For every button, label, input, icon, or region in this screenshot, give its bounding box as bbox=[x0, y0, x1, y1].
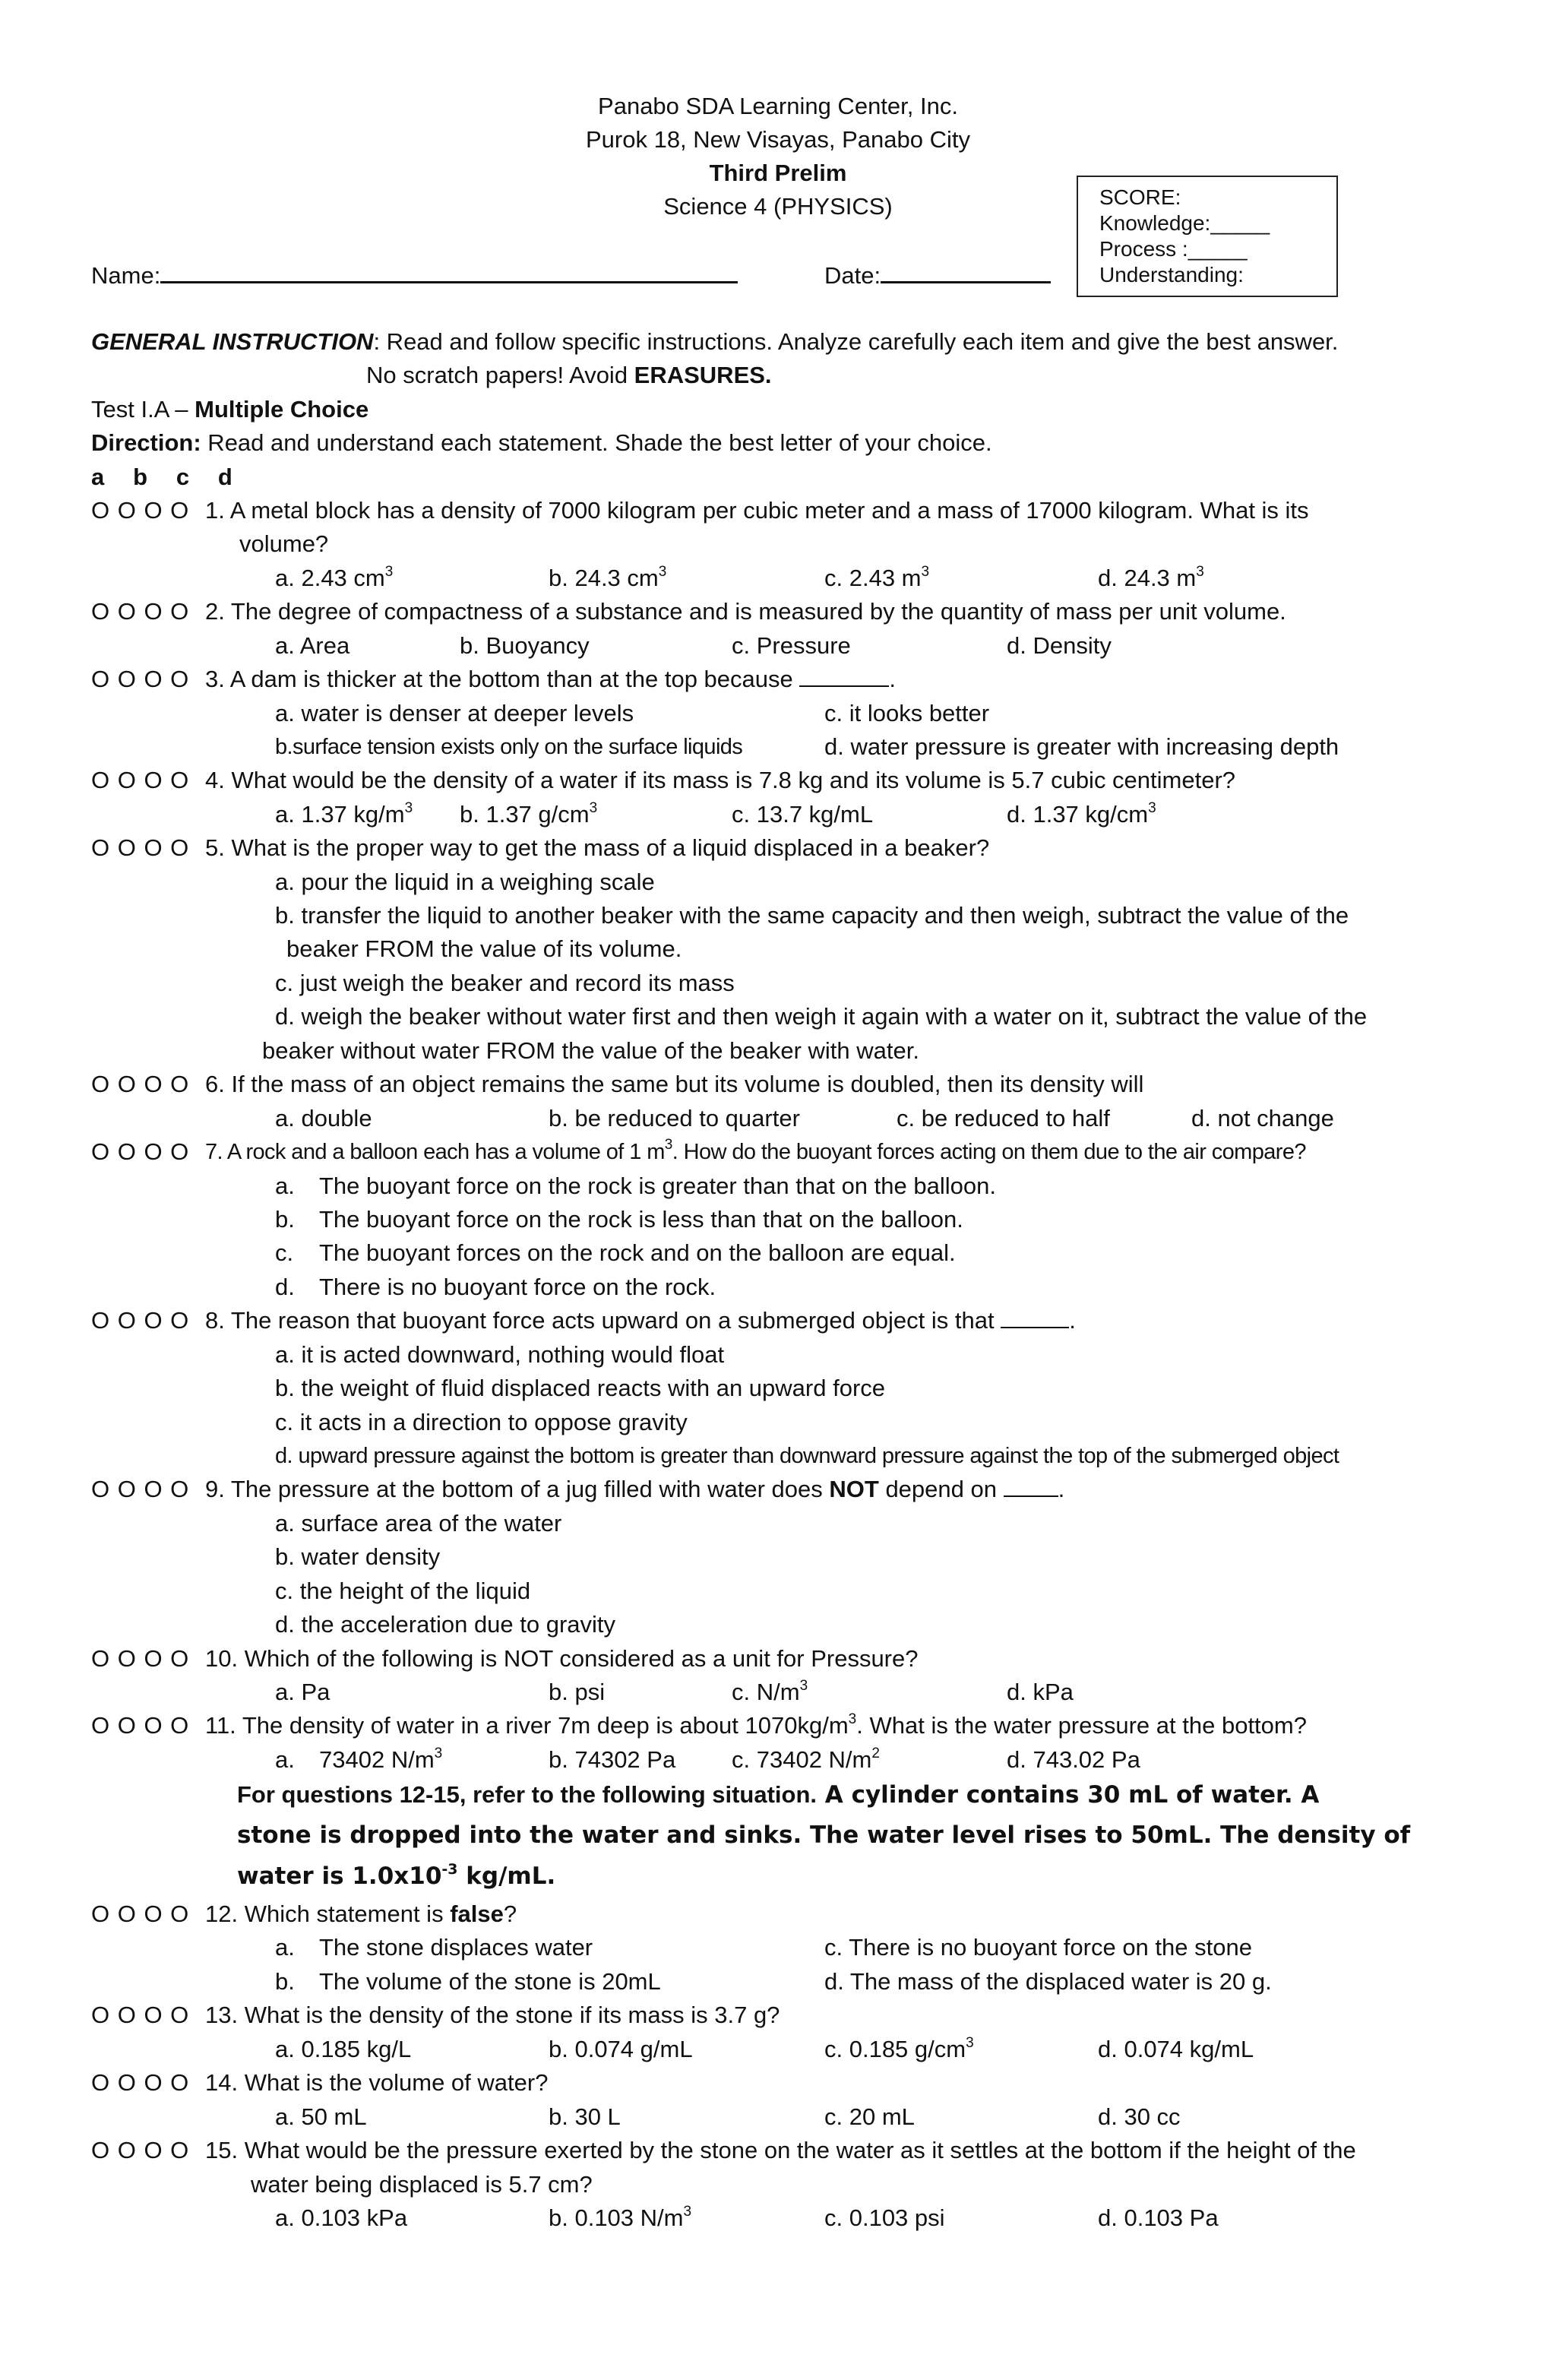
q5-option-b[interactable]: b. transfer the liquid to another beaker with the same capacity and then weigh, subtract the value of the bbox=[275, 902, 1349, 929]
q7-option-b[interactable]: The buoyant force on the rock is less than that on the balloon. bbox=[319, 1206, 963, 1233]
q6-option-a[interactable]: a. double bbox=[275, 1105, 372, 1131]
q13-option-b[interactable]: b. 0.074 g/mL bbox=[549, 2036, 693, 2062]
q13-option-a[interactable]: a. 0.185 kg/L bbox=[275, 2036, 412, 2062]
q7-option-a-letter[interactable]: a. bbox=[275, 1173, 295, 1199]
q4-option-b[interactable]: b. 1.37 $g/cm^3$ bbox=[460, 799, 598, 828]
answer-bubbles-q4[interactable]: O O O O bbox=[91, 767, 190, 793]
q8-option-a[interactable]: a. it is acted downward, nothing would float bbox=[275, 1341, 725, 1368]
exam-title: Third Prelim bbox=[709, 160, 847, 186]
score-process: Process :_____ bbox=[1099, 237, 1248, 261]
q4-option-a[interactable]: a. 1.37 $kg/m^3$ bbox=[275, 799, 413, 828]
q9-option-b[interactable]: b. water density bbox=[275, 1543, 441, 1570]
subject-title: Science 4 (PHYSICS) bbox=[663, 193, 893, 220]
question-9: 9. The pressure at the bottom of a jug filled with water does NOT depend on . bbox=[205, 1473, 1064, 1506]
q9-option-a[interactable]: a. surface area of the water bbox=[275, 1510, 562, 1537]
q1-option-a[interactable]: a. 2.43 $cm^3$ bbox=[275, 563, 394, 591]
instruction-line2-bold: ERASURES. bbox=[634, 362, 772, 388]
q6-option-c[interactable]: c. be reduced to half bbox=[897, 1105, 1110, 1131]
q7-option-b-letter[interactable]: b. bbox=[275, 1206, 295, 1233]
score-understanding: Understanding: bbox=[1099, 263, 1244, 286]
school-name: Panabo SDA Learning Center, Inc. bbox=[598, 93, 958, 119]
q14-option-d[interactable]: d. 30 cc bbox=[1098, 2103, 1181, 2130]
test-heading bbox=[91, 393, 368, 426]
answer-letters-header: a b c d bbox=[91, 464, 232, 490]
q7-option-c[interactable]: The buoyant forces on the rock and on the balloon are equal. bbox=[319, 1239, 956, 1266]
question-5: 5. What is the proper way to get the mass of a liquid displaced in a beaker? bbox=[205, 834, 990, 861]
answer-bubbles-q15[interactable]: O O O O bbox=[91, 2137, 190, 2163]
question-15: 15. What would be the pressure exerted by the stone on the water as it settles at the bottom if the height of the bbox=[205, 2137, 1356, 2163]
q11-option-c[interactable]: c. 73402 $N/m^2$ bbox=[732, 1745, 880, 1773]
date-line[interactable] bbox=[881, 258, 1051, 283]
q3-option-c[interactable]: c. it looks better bbox=[824, 700, 990, 726]
q2-option-b[interactable]: b. Buoyancy bbox=[460, 632, 590, 659]
q1-option-c[interactable]: c. 2.43 $m^3$ bbox=[824, 563, 930, 591]
answer-bubbles-q2[interactable]: O O O O bbox=[91, 598, 190, 625]
direction-text: Read and understand each statement. Shade the best letter of your choice. bbox=[201, 429, 992, 456]
answer-bubbles-q7[interactable]: O O O O bbox=[91, 1138, 190, 1165]
q12-option-c[interactable]: c. There is no buoyant force on the stone bbox=[824, 1934, 1252, 1961]
q12-option-b-letter[interactable]: b. bbox=[275, 1968, 295, 1995]
question-14: 14. What is the volume of water? bbox=[205, 2069, 549, 2096]
question-15-cont: water being displaced is 5.7 cm? bbox=[251, 2171, 593, 2198]
answer-bubbles-q5[interactable]: O O O O bbox=[91, 834, 190, 861]
q2-option-d[interactable]: d. Density bbox=[1007, 632, 1112, 659]
q3-option-d[interactable]: d. water pressure is greater with increasing depth bbox=[824, 733, 1339, 760]
question-13: 13. What is the density of the stone if its mass is 3.7 g? bbox=[205, 2002, 780, 2028]
date-label: Date: bbox=[824, 262, 881, 289]
answer-bubbles-q9[interactable]: O O O O bbox=[91, 1476, 190, 1502]
general-instruction-text: : Read and follow specific instructions. Analyze carefully each item and give the best answer. bbox=[373, 328, 1339, 355]
q11-option-d[interactable]: d. 743.02 Pa bbox=[1007, 1746, 1140, 1773]
q9-option-d[interactable]: d. the acceleration due to gravity bbox=[275, 1611, 616, 1638]
q7-option-c-letter[interactable]: c. bbox=[275, 1239, 294, 1266]
question-3: 3. A dam is thicker at the bottom than at the top because . bbox=[205, 663, 896, 696]
q12-option-b[interactable]: The volume of the stone is 20mL bbox=[319, 1968, 661, 1995]
q14-option-b[interactable]: b. 30 L bbox=[549, 2103, 621, 2130]
q11-option-b[interactable]: b. 74302 Pa bbox=[549, 1746, 676, 1773]
answer-bubbles-q10[interactable]: O O O O bbox=[91, 1645, 190, 1672]
q1-option-d[interactable]: d. 24.3 $m^3$ bbox=[1098, 563, 1204, 591]
question-6: 6. If the mass of an object remains the same but its volume is doubled, then its density will bbox=[205, 1071, 1144, 1097]
q10-option-d[interactable]: d. kPa bbox=[1007, 1679, 1074, 1705]
q4-option-d[interactable]: d. 1.37 $kg/cm^3$ bbox=[1007, 799, 1156, 828]
general-instruction bbox=[91, 325, 1338, 359]
q15-option-d[interactable]: d. 0.103 Pa bbox=[1098, 2204, 1219, 2231]
q3-option-b[interactable]: b.surface tension exists only on the surface liquids bbox=[275, 735, 743, 759]
q10-option-a[interactable]: a. Pa bbox=[275, 1679, 330, 1705]
question-12: 12. Which statement is false? bbox=[205, 1901, 517, 1927]
q5-option-c[interactable]: c. just weigh the beaker and record its mass bbox=[275, 970, 735, 996]
name-line[interactable] bbox=[160, 258, 738, 283]
q7-option-d[interactable]: There is no buoyant force on the rock. bbox=[319, 1274, 716, 1300]
q8-option-c[interactable]: c. it acts in a direction to oppose gravity bbox=[275, 1409, 688, 1435]
general-instruction-label: GENERAL INSTRUCTION bbox=[91, 328, 374, 355]
general-instruction-line2 bbox=[366, 359, 772, 392]
score-box bbox=[1077, 176, 1338, 297]
q2-option-a[interactable]: a. Area bbox=[275, 632, 350, 659]
answer-bubbles-q6[interactable]: O O O O bbox=[91, 1071, 190, 1097]
q8-option-b[interactable]: b. the weight of fluid displaced reacts with an upward force bbox=[275, 1375, 886, 1401]
direction-label: Direction: bbox=[91, 429, 201, 456]
name-label: Name: bbox=[91, 262, 161, 289]
answer-bubbles-q1[interactable]: O O O O bbox=[91, 497, 190, 524]
direction bbox=[91, 426, 992, 460]
school-address: Purok 18, New Visayas, Panabo City bbox=[585, 126, 971, 153]
answer-bubbles-q3[interactable]: O O O O bbox=[91, 666, 190, 692]
answer-bubbles-q13[interactable]: O O O O bbox=[91, 2002, 190, 2028]
q7-option-d-letter[interactable]: d. bbox=[275, 1274, 295, 1300]
answer-bubbles-q8[interactable]: O O O O bbox=[91, 1307, 190, 1334]
q10-option-b[interactable]: b. psi bbox=[549, 1679, 606, 1705]
q3-option-a[interactable]: a. water is denser at deeper levels bbox=[275, 700, 634, 726]
q11-option-a[interactable]: 73402 $N/m^3$ bbox=[319, 1745, 443, 1773]
question-2: 2. The degree of compactness of a substance and is measured by the quantity of mass per unit volume. bbox=[205, 598, 1286, 625]
question-7: 7. A rock and a balloon each has a volume of 1 $m^3$. How do the buoyant forces acting on them due to the air compare? bbox=[205, 1137, 1306, 1164]
date-field[interactable] bbox=[824, 258, 1051, 293]
test-prefix: Test I.A – bbox=[91, 396, 195, 423]
q5-option-d[interactable]: d. weigh the beaker without water first and then weigh it again with a water on it, subtract the value of the bbox=[275, 1003, 1368, 1030]
q15-option-a[interactable]: a. 0.103 kPa bbox=[275, 2204, 408, 2231]
name-field[interactable] bbox=[91, 258, 738, 293]
question-4: 4. What would be the density of a water if its mass is 7.8 kg and its volume is 5.7 cubic centimeter? bbox=[205, 767, 1236, 793]
instruction-line2-text: No scratch papers! Avoid bbox=[366, 362, 634, 388]
q11-option-a-letter[interactable]: a. bbox=[275, 1746, 295, 1773]
situation-line-1: For questions 12-15, refer to the following situation. A cylinder contains 30 mL of water. A bbox=[237, 1781, 1320, 1809]
q12-option-a[interactable]: The stone displaces water bbox=[319, 1934, 593, 1961]
q6-option-b[interactable]: b. be reduced to quarter bbox=[549, 1105, 800, 1131]
q8-option-d[interactable]: d. upward pressure against the bottom is greater than downward pressure against the top of the submerged object bbox=[275, 1444, 1339, 1468]
q13-option-d[interactable]: d. 0.074 kg/mL bbox=[1098, 2036, 1254, 2062]
q15-option-c[interactable]: c. 0.103 psi bbox=[824, 2204, 945, 2231]
q12-option-d[interactable]: d. The mass of the displaced water is 20 g. bbox=[824, 1968, 1272, 1995]
score-knowledge: Knowledge:_____ bbox=[1099, 211, 1270, 235]
q1-option-b[interactable]: b. 24.3 $cm^3$ bbox=[549, 563, 667, 591]
test-type: Multiple Choice bbox=[194, 396, 369, 423]
q7-option-a[interactable]: The buoyant force on the rock is greater than that on the balloon. bbox=[319, 1173, 996, 1199]
q12-option-a-letter[interactable]: a. bbox=[275, 1934, 295, 1961]
answer-bubbles-q12[interactable]: O O O O bbox=[91, 1901, 190, 1927]
q5-option-d-cont: beaker without water FROM the value of the beaker with water. bbox=[262, 1037, 919, 1064]
question-11: 11. The density of water in a river 7m deep is about $1070kg/m^3$. What is the water pressure at the bottom? bbox=[205, 1711, 1307, 1739]
q14-option-a[interactable]: a. 50 mL bbox=[275, 2103, 367, 2130]
score-title: SCORE: bbox=[1099, 185, 1181, 209]
question-8: 8. The reason that buoyant force acts upward on a submerged object is that . bbox=[205, 1304, 1076, 1337]
question-1-cont: volume? bbox=[239, 530, 329, 557]
q2-option-c[interactable]: c. Pressure bbox=[732, 632, 851, 659]
situation-line-2: stone is dropped into the water and sinks. The water level rises to 50mL. The density of bbox=[237, 1821, 1411, 1849]
q13-option-c[interactable]: c. 0.185 $g/cm^3$ bbox=[824, 2034, 974, 2062]
situation-line-3: water is $1.0x10^{-3}$ kg/mL. bbox=[237, 1860, 556, 1890]
q9-option-c[interactable]: c. the height of the liquid bbox=[275, 1578, 531, 1604]
q4-option-c[interactable]: c. 13.7 kg/mL bbox=[732, 801, 874, 828]
q5-option-b-cont: beaker FROM the value of its volume. bbox=[286, 935, 682, 962]
q10-option-c[interactable]: c. $N/m^3$ bbox=[732, 1677, 808, 1705]
answer-bubbles-q11[interactable]: O O O O bbox=[91, 1712, 190, 1739]
q6-option-d[interactable]: d. not change bbox=[1191, 1105, 1334, 1131]
q15-option-b[interactable]: b. 0.103 $N/m^3$ bbox=[549, 2203, 692, 2231]
answer-bubbles-q14[interactable]: O O O O bbox=[91, 2069, 190, 2096]
q5-option-a[interactable]: a. pour the liquid in a weighing scale bbox=[275, 869, 655, 895]
question-10: 10. Which of the following is NOT considered as a unit for Pressure? bbox=[205, 1645, 919, 1672]
q14-option-c[interactable]: c. 20 mL bbox=[824, 2103, 915, 2130]
question-1: 1. A metal block has a density of 7000 kilogram per cubic meter and a mass of 17000 kilogram. What is its bbox=[205, 497, 1309, 524]
